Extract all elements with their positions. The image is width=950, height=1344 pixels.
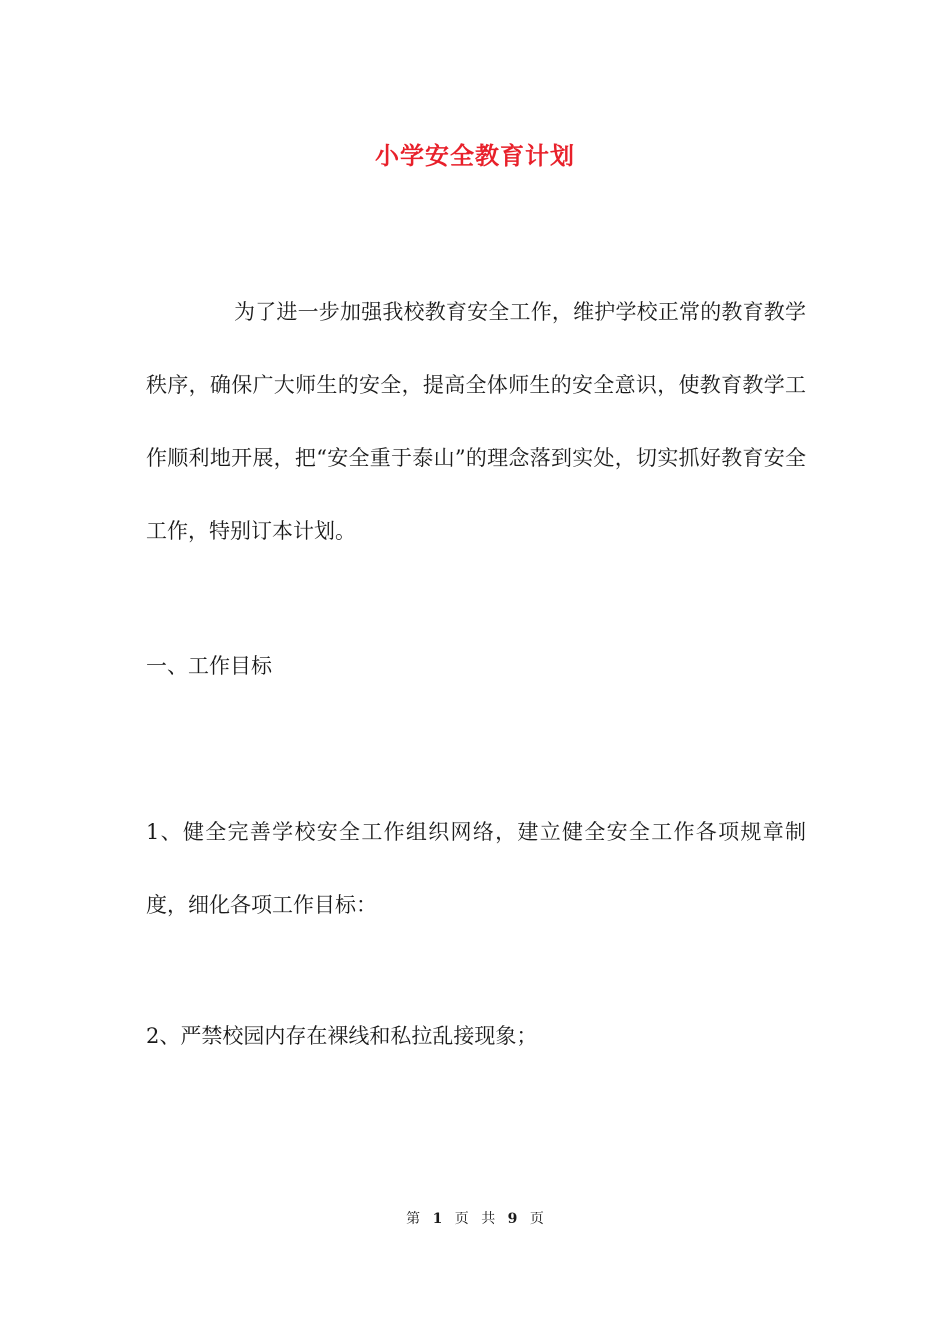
intro-paragraph: 为了进一步加强我校教育安全工作，维护学校正常的教育教学秩序，确保广大师生的安全，提高全体师生的安全意识，使教育教学工作顺利地开展，把“安全重于泰山”的理念落到实处，切实抓好教育安全工作，特别订本计划。 — [146, 300, 806, 543]
page-footer — [0, 1208, 950, 1228]
footer-total-pages: 9 — [507, 1211, 518, 1227]
footer-current-page: 1 — [432, 1211, 443, 1227]
list-item-2: 2、严禁校园内存在裸线和私拉乱接现象； — [146, 1024, 538, 1048]
list-item-1: 1、健全完善学校安全工作组织网络，建立健全安全工作各项规章制度，细化各项工作目标： — [146, 820, 806, 917]
footer-prefix: 第 — [406, 1211, 421, 1227]
section-heading-work-goals: 一、工作目标 — [146, 654, 272, 678]
footer-total-prefix: 共 — [481, 1211, 496, 1227]
document-title: 小学安全教育计划 — [375, 141, 575, 170]
footer-page-word: 页 — [454, 1211, 469, 1227]
footer-total-suffix: 页 — [529, 1211, 544, 1227]
